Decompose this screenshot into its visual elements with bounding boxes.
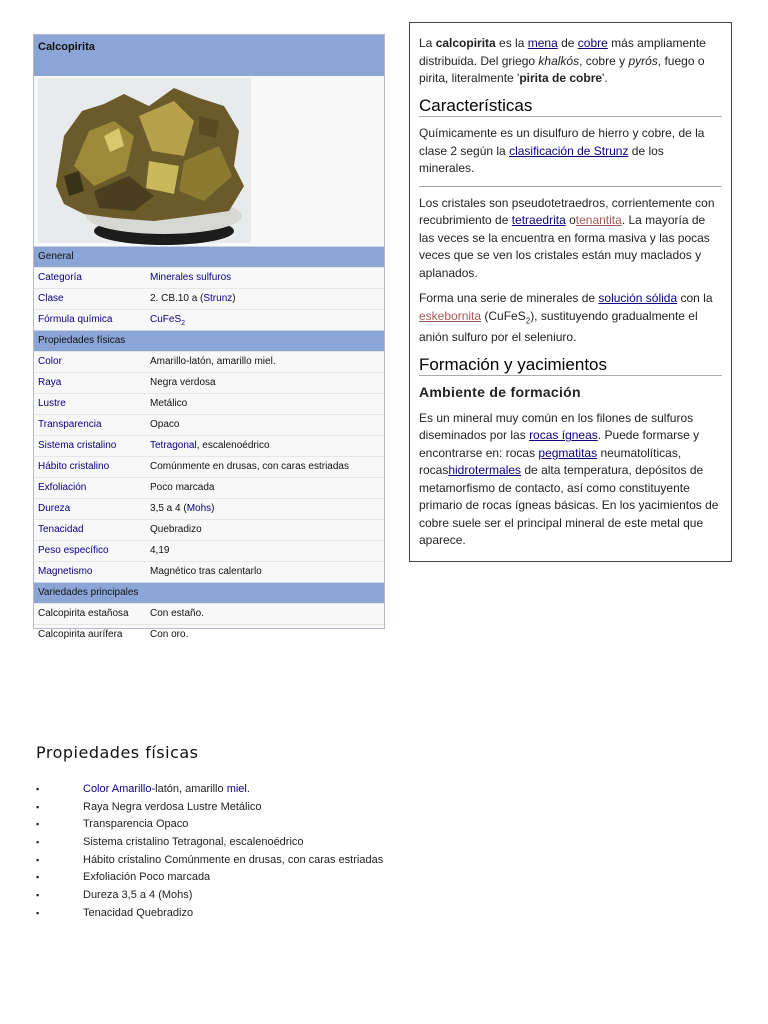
heading-ambiente: Ambiente de formación bbox=[419, 384, 581, 401]
italic-term: khalkós bbox=[538, 53, 580, 68]
paragraph-serie bbox=[419, 290, 722, 347]
text: . Puede formarse y encontrarse en: rocas bbox=[419, 428, 700, 460]
mena-link[interactable]: mena bbox=[527, 36, 558, 50]
text: Los cristales son pseudotetraedros, corrientemente con recubrimiento de bbox=[419, 195, 715, 227]
text: de alta temperatura, depósitos de metamorfismo de contacto, así como constituyente primario de rocas ígneas básicas. En los yacimientos de cobre suele ser el principal mineral de este metal que aparece. bbox=[419, 463, 719, 548]
formula-subscript: 2 bbox=[181, 320, 186, 327]
row-key[interactable]: Tenacidad bbox=[38, 524, 84, 535]
row-variety-estanosa bbox=[34, 603, 384, 624]
section-general: General bbox=[34, 246, 384, 267]
bullet-icon: ▪ bbox=[36, 890, 40, 901]
list-item bbox=[36, 905, 383, 923]
row-value-suffix: ) bbox=[211, 503, 215, 514]
tetragonal-link[interactable]: Tetragonal bbox=[150, 440, 197, 451]
text: , fuego o pirita, literalmente ' bbox=[419, 53, 705, 85]
list-item-text: Dureza 3,5 a 4 (Mohs) bbox=[83, 889, 193, 902]
bullet-icon: ▪ bbox=[36, 801, 40, 812]
row-key[interactable]: Fórmula química bbox=[38, 314, 113, 325]
article-panel bbox=[409, 22, 732, 562]
row-key: Calcopirita aurífera bbox=[38, 629, 123, 640]
section-varieties: Variedades principales bbox=[34, 582, 384, 603]
row-categoria bbox=[34, 267, 384, 288]
text: Químicamente es un disulfuro de hierro y cobre, de la clase 2 según la bbox=[419, 126, 705, 158]
heading-formacion: Formación y yacimientos bbox=[419, 356, 722, 377]
formula-main: CuFeS bbox=[150, 314, 182, 325]
list-item bbox=[36, 869, 383, 887]
row-key[interactable]: Lustre bbox=[38, 398, 66, 409]
list-item bbox=[36, 852, 383, 870]
list-item-text: Transparencia Opaco bbox=[83, 818, 189, 831]
text: (CuFeS bbox=[481, 308, 526, 323]
italic-term: pyrós bbox=[628, 53, 658, 68]
list-item bbox=[36, 799, 383, 817]
row-key[interactable]: Categoría bbox=[38, 272, 82, 283]
rocas-igneas-link[interactable]: rocas ígneas bbox=[529, 428, 598, 443]
row-value: Negra verdosa bbox=[150, 377, 216, 388]
paragraph-quimica bbox=[419, 125, 722, 178]
text: neumatolíticas, rocas bbox=[419, 445, 682, 478]
divider bbox=[419, 186, 722, 187]
list-item-text: Raya Negra verdosa Lustre Metálico bbox=[83, 800, 262, 813]
amarillo-link[interactable]: Amarillo bbox=[111, 783, 152, 795]
row-value: Comúnmente en drusas, con caras estriadas bbox=[150, 461, 349, 472]
strunz-link[interactable]: Strunz bbox=[203, 293, 233, 304]
row-peso bbox=[34, 540, 384, 561]
list-item-text: Hábito cristalino Comúnmente en drusas, con caras estriadas bbox=[83, 853, 384, 866]
bullet-icon: ▪ bbox=[36, 907, 40, 918]
bullet-icon: ▪ bbox=[36, 837, 40, 848]
text: Es un mineral muy común en los filones de sulfuros diseminados por las bbox=[419, 410, 694, 443]
miel-link[interactable]: miel bbox=[226, 783, 247, 795]
infobox-title: Calcopirita bbox=[34, 35, 384, 76]
row-value: Magnético tras calentarlo bbox=[150, 566, 262, 577]
row-tenacidad bbox=[34, 519, 384, 540]
row-clase bbox=[34, 288, 384, 309]
row-key: Calcopirita estañosa bbox=[38, 608, 129, 619]
list-item bbox=[36, 816, 383, 834]
row-value: Metálico bbox=[150, 398, 188, 409]
row-value: Amarillo-latón, amarillo miel. bbox=[150, 356, 276, 367]
tetraedrita-link[interactable]: tetraedrita bbox=[511, 213, 566, 227]
row-formula bbox=[34, 309, 384, 330]
row-sistema bbox=[34, 435, 384, 456]
properties-list bbox=[36, 781, 383, 923]
list-item-text: Tenacidad Quebradizo bbox=[83, 906, 194, 919]
color-link[interactable]: Color bbox=[83, 783, 112, 795]
row-habito bbox=[34, 456, 384, 477]
row-dureza bbox=[34, 498, 384, 519]
row-key[interactable]: Transparencia bbox=[38, 419, 102, 430]
row-value: Con oro. bbox=[150, 629, 189, 640]
list-item bbox=[36, 834, 383, 852]
row-value-suffix: ) bbox=[232, 293, 236, 304]
text: '. bbox=[602, 71, 608, 85]
row-key[interactable]: Raya bbox=[38, 377, 62, 388]
row-value: Poco marcada bbox=[150, 482, 215, 493]
cobre-link[interactable]: cobre bbox=[577, 36, 608, 50]
paragraph-cristales bbox=[419, 195, 722, 283]
bullet-icon: ▪ bbox=[36, 784, 40, 794]
row-value: Quebradizo bbox=[150, 524, 202, 535]
row-color bbox=[34, 351, 384, 372]
bullet-icon: ▪ bbox=[36, 854, 40, 865]
section-physical: Propiedades físicas bbox=[34, 330, 384, 351]
row-value: Opaco bbox=[150, 419, 180, 430]
row-transparencia bbox=[34, 414, 384, 435]
text: . La mayoría de las veces se la encuentra en forma masiva y las pocas veces que se ven los cristales están muy maclados y aplanados. bbox=[419, 213, 710, 280]
row-value: 4,19 bbox=[150, 545, 170, 556]
category-link[interactable]: Minerales sulfuros bbox=[150, 272, 232, 283]
solucion-solida-link[interactable]: solución sólida bbox=[598, 291, 678, 305]
mineral-photo bbox=[34, 76, 384, 246]
tenantita-link[interactable]: tenantita bbox=[575, 213, 622, 227]
row-key[interactable]: Exfoliación bbox=[38, 482, 87, 493]
text: de bbox=[557, 36, 578, 50]
row-key[interactable]: Peso específico bbox=[38, 545, 109, 556]
eskebornita-link[interactable]: eskebornita bbox=[419, 308, 482, 323]
list-item-text: Exfoliación Poco marcada bbox=[83, 871, 211, 884]
row-variety-aurifera bbox=[34, 624, 384, 645]
text: más ampliamente distribuida. Del griego bbox=[419, 36, 706, 68]
row-lustre bbox=[34, 393, 384, 414]
row-key[interactable]: Dureza bbox=[38, 503, 71, 514]
list-item bbox=[36, 887, 383, 905]
text: . bbox=[246, 783, 250, 795]
row-key[interactable]: Sistema cristalino bbox=[38, 440, 117, 451]
mohs-link[interactable]: Mohs bbox=[186, 503, 212, 514]
row-magnetismo bbox=[34, 561, 384, 582]
list-item-text: Sistema cristalino Tetragonal, escalenoédrico bbox=[83, 836, 304, 849]
intro-paragraph bbox=[419, 35, 722, 88]
hidrotermales-link[interactable]: hidrotermales bbox=[448, 463, 522, 478]
row-key[interactable]: Magnetismo bbox=[38, 566, 93, 577]
pegmatitas-link[interactable]: pegmatitas bbox=[538, 445, 598, 460]
row-raya bbox=[34, 372, 384, 393]
list-item bbox=[36, 781, 383, 799]
formula-link[interactable] bbox=[150, 314, 185, 325]
bullet-icon: ▪ bbox=[36, 872, 40, 883]
strunz-classification-link[interactable]: clasificación de Strunz bbox=[509, 143, 629, 158]
chalcopyrite-specimen-image bbox=[34, 76, 386, 246]
text: La bbox=[419, 36, 436, 50]
heading-caracteristicas: Características bbox=[419, 97, 722, 118]
row-value: 2. CB.10 a ( bbox=[150, 293, 204, 304]
text: Forma una serie de minerales de bbox=[419, 291, 599, 305]
text: o bbox=[565, 213, 576, 227]
text: , cobre y bbox=[579, 53, 629, 68]
text: -latón, amarillo bbox=[151, 783, 227, 795]
row-key[interactable]: Hábito cristalino bbox=[38, 461, 110, 472]
bold-term: calcopirita bbox=[435, 36, 496, 50]
paragraph-ambiente bbox=[419, 410, 722, 550]
subscript: 2 bbox=[525, 315, 531, 325]
row-exfoliacion bbox=[34, 477, 384, 498]
mineral-infobox bbox=[33, 34, 385, 640]
row-value: Con estaño. bbox=[150, 608, 204, 619]
row-key[interactable]: Color bbox=[38, 356, 62, 367]
bullet-icon: ▪ bbox=[36, 819, 40, 830]
bold-term: pirita de cobre bbox=[519, 71, 603, 85]
row-value: 3,5 a 4 ( bbox=[150, 503, 187, 514]
row-value-suffix: , escalenoédrico bbox=[196, 440, 270, 451]
text: ), sustituyendo gradualmente el anión sulfuro por el seleniuro. bbox=[419, 308, 698, 345]
properties-heading: Propiedades físicas bbox=[36, 743, 199, 762]
text: con la bbox=[677, 291, 713, 305]
text: de los minerales. bbox=[419, 143, 664, 175]
row-key[interactable]: Clase bbox=[38, 293, 64, 304]
text: es la bbox=[495, 36, 528, 50]
